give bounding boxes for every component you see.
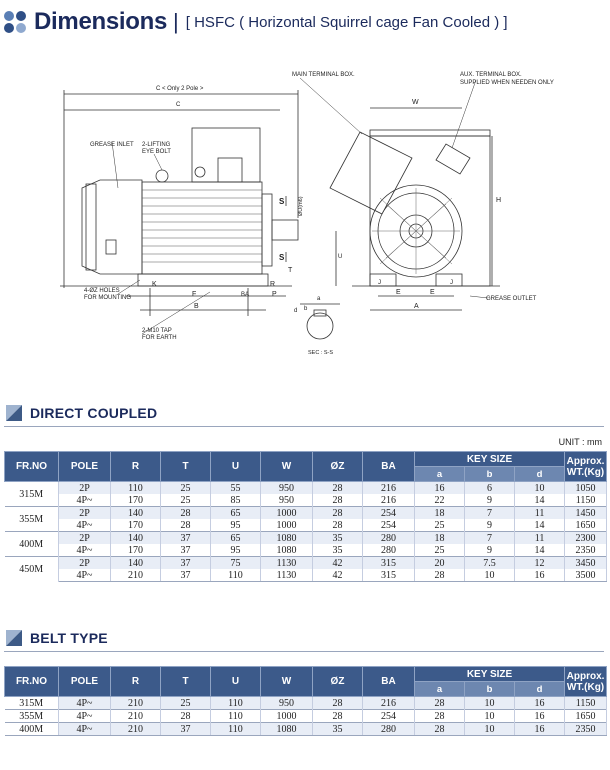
table-cell: 170	[111, 544, 161, 557]
weight-header-line1: Approx.	[566, 455, 605, 467]
table-cell: 315	[363, 557, 415, 570]
table-cell: 12	[515, 557, 565, 570]
brand-dots-icon	[4, 10, 28, 34]
table-cell: 22	[415, 494, 465, 507]
col-header-pole: POLE	[59, 452, 111, 482]
table-cell: 9	[465, 494, 515, 507]
table-cell: 25	[415, 544, 465, 557]
table-cell: 2300	[565, 532, 607, 545]
label-du: ØU(m6)	[298, 196, 304, 216]
table-cell: 10	[465, 710, 515, 723]
label-k: K	[152, 281, 157, 288]
table-cell: 4P~	[59, 710, 111, 723]
table-cell: 216	[363, 482, 415, 495]
table-cell: 95	[211, 544, 261, 557]
table-cell: 35	[313, 723, 363, 736]
col-header-t: T	[161, 452, 211, 482]
belt-type-table	[4, 666, 607, 736]
label-holes-1: 4-ØZ HOLES	[84, 288, 120, 294]
label-c-2pole: C < Only 2 Pole >	[156, 86, 204, 92]
col-header-u: U	[211, 452, 261, 482]
label-ba: BA	[241, 292, 250, 298]
col-header-weight	[565, 667, 607, 697]
table-cell: 25	[161, 494, 211, 507]
label-aux-terminal-2: SUPPLIED WHEN NEEDEN ONLY	[460, 80, 554, 86]
col-header-z: ØZ	[313, 452, 363, 482]
frame-number-cell: 400M	[5, 532, 59, 557]
table-row	[5, 519, 607, 532]
table-cell: 110	[211, 710, 261, 723]
table-cell: 14	[515, 519, 565, 532]
col-header-key-d: d	[515, 467, 565, 482]
table-cell: 37	[161, 557, 211, 570]
weight-header-line1: Approx.	[566, 670, 605, 682]
label-p: P	[272, 291, 277, 298]
label-e-left: E	[396, 289, 401, 296]
table-cell: 254	[363, 507, 415, 520]
table-cell: 210	[111, 710, 161, 723]
table-cell: 2P	[59, 532, 111, 545]
table-cell: 1650	[565, 710, 607, 723]
col-header-key-a: a	[415, 467, 465, 482]
table-cell: 28	[313, 697, 363, 710]
table-cell: 4P~	[59, 697, 111, 710]
table-cell: 216	[363, 697, 415, 710]
table-cell: 14	[515, 494, 565, 507]
label-sec-b: b	[304, 306, 308, 312]
table-cell: 1050	[565, 482, 607, 495]
table-cell: 4P~	[59, 519, 111, 532]
table-cell: 950	[261, 482, 313, 495]
table-cell: 4P~	[59, 544, 111, 557]
table-cell: 2350	[565, 544, 607, 557]
page-title: Dimensions	[34, 8, 168, 35]
label-tap-2: FOR EARTH	[142, 335, 177, 341]
table-cell: 110	[211, 723, 261, 736]
label-t: T	[288, 267, 293, 274]
table-cell: 1080	[261, 544, 313, 557]
label-e-right: E	[430, 289, 435, 296]
col-header-ba: BA	[363, 452, 415, 482]
table-cell: 10	[465, 697, 515, 710]
table-cell: 1650	[565, 519, 607, 532]
col-header-u: U	[211, 667, 261, 697]
label-sec-a: a	[317, 296, 321, 302]
direct-coupled-table	[4, 451, 607, 582]
label-j-right: J	[450, 280, 453, 286]
col-header-frno: FR.NO	[5, 452, 59, 482]
table-row	[5, 710, 607, 723]
table-cell: 85	[211, 494, 261, 507]
table-cell: 2350	[565, 723, 607, 736]
label-aux-terminal-1: AUX. TERMINAL BOX.	[460, 72, 522, 78]
table-cell: 1000	[261, 710, 313, 723]
table-cell: 210	[111, 723, 161, 736]
frame-number-cell: 315M	[5, 482, 59, 507]
section-divider	[4, 651, 604, 652]
table-cell: 7	[465, 532, 515, 545]
table-cell: 1130	[261, 569, 313, 582]
table-cell: 28	[313, 494, 363, 507]
table-cell: 28	[415, 710, 465, 723]
table-cell: 170	[111, 519, 161, 532]
table-cell: 3450	[565, 557, 607, 570]
table-cell: 254	[363, 519, 415, 532]
col-header-frno: FR.NO	[5, 667, 59, 697]
table-cell: 28	[415, 697, 465, 710]
frame-number-cell: 450M	[5, 557, 59, 582]
table-cell: 110	[211, 569, 261, 582]
table-cell: 20	[415, 557, 465, 570]
table-cell: 110	[111, 482, 161, 495]
table-cell: 2P	[59, 482, 111, 495]
table-cell: 1150	[565, 494, 607, 507]
label-u-center: U	[338, 254, 343, 260]
table-cell: 2P	[59, 557, 111, 570]
page-subtitle: [ HSFC ( Horizontal Squirrel cage Fan Cooled ) ]	[185, 13, 508, 31]
table-cell: 1080	[261, 723, 313, 736]
table-cell: 25	[161, 482, 211, 495]
unit-label: UNIT : mm	[558, 437, 602, 447]
table-cell: 37	[161, 723, 211, 736]
table-cell: 140	[111, 557, 161, 570]
col-header-key-a: a	[415, 682, 465, 697]
section-flag-icon	[6, 405, 22, 421]
table-cell: 280	[363, 544, 415, 557]
frame-number-cell: 355M	[5, 710, 59, 723]
table-cell: 4P~	[59, 723, 111, 736]
belt-type-header	[6, 628, 108, 648]
label-a: A	[414, 303, 419, 310]
col-header-weight	[565, 452, 607, 482]
col-header-key-size: KEY SIZE	[415, 667, 565, 682]
col-header-ba: BA	[363, 667, 415, 697]
label-w: W	[412, 99, 419, 106]
col-header-key-b: b	[465, 682, 515, 697]
table-cell: 16	[515, 723, 565, 736]
table-cell: 9	[465, 544, 515, 557]
table-cell: 1080	[261, 532, 313, 545]
label-lifting-1: 2-LIFTING	[142, 142, 171, 148]
table-cell: 75	[211, 557, 261, 570]
col-header-r: R	[111, 667, 161, 697]
col-header-key-size: KEY SIZE	[415, 452, 565, 467]
table-cell: 37	[161, 532, 211, 545]
table-cell: 140	[111, 532, 161, 545]
table-cell: 25	[415, 519, 465, 532]
label-sec-ss: SEC : S-S	[308, 350, 334, 356]
table-cell: 16	[515, 697, 565, 710]
direct-coupled-title: DIRECT COUPLED	[30, 405, 158, 421]
section-flag-icon	[6, 630, 22, 646]
table-cell: 4P~	[59, 569, 111, 582]
table-cell: 6	[465, 482, 515, 495]
table-cell: 37	[161, 544, 211, 557]
table-cell: 28	[415, 723, 465, 736]
label-grease-inlet: GREASE INLET	[90, 142, 134, 148]
table-cell: 28	[161, 507, 211, 520]
table-cell: 1130	[261, 557, 313, 570]
label-holes-2: FOR MOUNTING	[84, 295, 131, 301]
col-header-key-d: d	[515, 682, 565, 697]
label-tap-1: 2-M10 TAP	[142, 328, 172, 334]
table-cell: 28	[415, 569, 465, 582]
table-row	[5, 482, 607, 495]
table-cell: 28	[313, 519, 363, 532]
col-header-pole: POLE	[59, 667, 111, 697]
label-main-terminal-box: MAIN TERMINAL BOX.	[292, 72, 355, 78]
table-cell: 1000	[261, 519, 313, 532]
table-cell: 28	[313, 482, 363, 495]
table-cell: 110	[211, 697, 261, 710]
table-cell: 140	[111, 507, 161, 520]
table-row	[5, 723, 607, 736]
table-cell: 210	[111, 697, 161, 710]
label-lifting-2: EYE BOLT	[142, 149, 171, 155]
table-row	[5, 544, 607, 557]
table-cell: 55	[211, 482, 261, 495]
table-cell: 35	[313, 544, 363, 557]
label-grease-outlet: GREASE OUTLET	[486, 296, 537, 302]
table-cell: 210	[111, 569, 161, 582]
belt-type-title: BELT TYPE	[30, 630, 108, 646]
table-cell: 35	[313, 532, 363, 545]
table-cell: 10	[465, 723, 515, 736]
table-cell: 16	[515, 710, 565, 723]
table-cell: 28	[161, 519, 211, 532]
frame-number-cell: 355M	[5, 507, 59, 532]
table-cell: 4P~	[59, 494, 111, 507]
col-header-r: R	[111, 452, 161, 482]
table-cell: 16	[415, 482, 465, 495]
direct-coupled-header	[6, 403, 157, 423]
table-row	[5, 569, 607, 582]
motor-dimension-drawing	[0, 48, 610, 378]
table-cell: 65	[211, 507, 261, 520]
page-header	[4, 6, 508, 38]
table-cell: 1000	[261, 507, 313, 520]
table-cell: 25	[161, 697, 211, 710]
weight-header-line2: WT.(Kg)	[566, 466, 605, 478]
table-cell: 10	[515, 482, 565, 495]
table-row	[5, 507, 607, 520]
table-cell: 1150	[565, 697, 607, 710]
col-header-z: ØZ	[313, 667, 363, 697]
frame-number-cell: 400M	[5, 723, 59, 736]
table-cell: 216	[363, 494, 415, 507]
table-cell: 95	[211, 519, 261, 532]
weight-header-line2: WT.(Kg)	[566, 681, 605, 693]
col-header-w: W	[261, 667, 313, 697]
table-cell: 280	[363, 532, 415, 545]
label-h: H	[496, 197, 502, 204]
table-cell: 950	[261, 494, 313, 507]
table-cell: 37	[161, 569, 211, 582]
table-cell: 14	[515, 544, 565, 557]
table-cell: 254	[363, 710, 415, 723]
table-row	[5, 532, 607, 545]
col-header-t: T	[161, 667, 211, 697]
table-cell: 9	[465, 519, 515, 532]
label-b: B	[194, 303, 199, 310]
col-header-w: W	[261, 452, 313, 482]
label-f: F	[192, 291, 197, 298]
col-header-key-b: b	[465, 467, 515, 482]
label-j-left: J	[378, 280, 381, 286]
table-cell: 18	[415, 532, 465, 545]
table-cell: 170	[111, 494, 161, 507]
label-r: R	[270, 281, 276, 288]
title-separator: |	[173, 9, 179, 34]
table-cell: 1450	[565, 507, 607, 520]
table-cell: 10	[465, 569, 515, 582]
table-cell: 42	[313, 557, 363, 570]
table-cell: 7	[465, 507, 515, 520]
table-cell: 3500	[565, 569, 607, 582]
table-cell: 28	[313, 507, 363, 520]
table-cell: 42	[313, 569, 363, 582]
table-cell: 2P	[59, 507, 111, 520]
table-cell: 7.5	[465, 557, 515, 570]
table-row	[5, 494, 607, 507]
table-cell: 11	[515, 507, 565, 520]
section-divider	[4, 426, 604, 427]
table-cell: 18	[415, 507, 465, 520]
label-s-bottom: S	[279, 253, 285, 262]
table-cell: 65	[211, 532, 261, 545]
table-cell: 315	[363, 569, 415, 582]
label-sec-d: d	[294, 308, 298, 314]
table-cell: 16	[515, 569, 565, 582]
frame-number-cell: 315M	[5, 697, 59, 710]
table-row	[5, 697, 607, 710]
label-s-top: S	[279, 197, 285, 206]
label-c: C	[176, 102, 181, 108]
table-row	[5, 557, 607, 570]
table-cell: 11	[515, 532, 565, 545]
table-cell: 28	[313, 710, 363, 723]
table-cell: 280	[363, 723, 415, 736]
table-cell: 950	[261, 697, 313, 710]
table-cell: 28	[161, 710, 211, 723]
